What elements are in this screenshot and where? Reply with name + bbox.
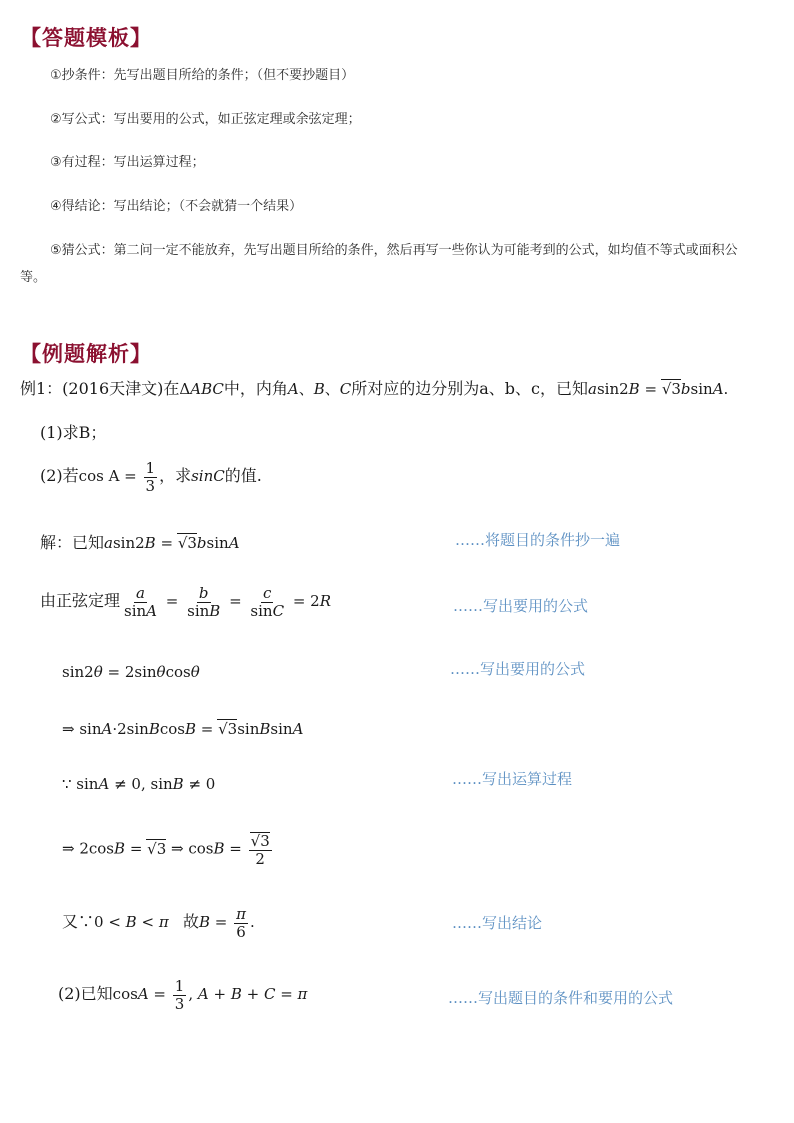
template-step-5-continued: 等。	[20, 270, 47, 285]
given-equation-math: asin2B = √3bsinA.	[588, 380, 729, 398]
template-step-2: ②写公式：写出要用的公式，如正弦定理或余弦定理；	[50, 112, 361, 127]
solution-prefix: 解：已知	[40, 533, 105, 552]
problem-mid: 中，内角	[223, 379, 288, 398]
template-step-3: ③有过程：写出运算过程；	[50, 155, 205, 170]
comment-copy-conditions: ……将题目的条件抄一遍	[455, 531, 621, 549]
example-section-title: 【例题解析】	[20, 342, 152, 366]
part-2-start	[58, 978, 307, 1012]
law-of-sines-prefix: 由正弦定理	[40, 591, 121, 610]
question-2	[40, 460, 262, 494]
problem-prefix: 例1：(2016天津文)在	[20, 379, 180, 398]
conclusion-mid: 故	[182, 912, 199, 931]
range-b-math: 0 < B < π	[94, 913, 169, 931]
step-nonzero: ∵ sinA ≠ 0, sinB ≠ 0	[62, 775, 216, 793]
step-conclusion	[62, 906, 255, 940]
question-1: (1)求B；	[40, 423, 107, 442]
comment-conditions-formula: ……写出题目的条件和要用的公式	[448, 989, 674, 1007]
step-cos-b: ⇒ 2cosB = √3 ⇒ cosB = $\frac{√3}{2}$	[62, 832, 270, 868]
law-of-sines	[40, 585, 331, 619]
template-step-5: ⑤猜公式：第二问一定不能放弃，先写出题目所给的条件，然后再写一些你认为可能考到的公式，如均值不等式或面积公	[50, 243, 738, 258]
triangle-abc-math: ΔABC	[179, 380, 224, 398]
law-of-sines-math: $\frac{a}{\sin A}$ = $\frac{b}{\sin B}$ = $\frac{c}{\sin C}$ = 2R	[124, 584, 332, 620]
template-step-4: ④得结论：写出结论；（不会就猜一个结果）	[50, 199, 303, 214]
angles-math: A、B、C	[287, 380, 352, 398]
comment-conclusion: ……写出结论	[452, 914, 543, 932]
problem-statement	[20, 376, 728, 399]
template-section-title: 【答题模板】	[20, 26, 152, 50]
comment-formula-2: ……写出要用的公式	[450, 660, 586, 678]
solution-given-math: asin2B = √3bsinA	[104, 534, 240, 552]
step-substitution: ⇒ sinA·2sinBcosB = √3sinBsinA	[62, 720, 304, 738]
conclusion-prefix: 又∵	[62, 912, 95, 931]
question-2-prefix: (2)若	[40, 466, 79, 485]
part-2-math: cosA = $\frac{1}{3}$ , A + B + C = π	[112, 977, 308, 1013]
question-2-suffix: ，求	[159, 466, 192, 485]
sinc-math: sinC	[191, 467, 225, 485]
question-2-end: 的值.	[224, 466, 262, 485]
double-angle-formula: sin2θ = 2sinθcosθ	[62, 663, 200, 681]
cos-a-condition: cos A = $\frac{1}{3}$	[78, 459, 156, 495]
solution-given	[40, 530, 240, 553]
b-value-math: B = $\frac{\pi}{6}$ .	[199, 905, 255, 941]
comment-process: ……写出运算过程	[452, 770, 573, 788]
problem-mid2: 所对应的边分别为a、b、c，已知	[351, 379, 589, 398]
comment-formula-1: ……写出要用的公式	[453, 597, 589, 615]
template-step-1: ①抄条件：先写出题目所给的条件；（但不要抄题目）	[50, 68, 355, 83]
part-2-prefix: (2)已知	[58, 984, 113, 1003]
